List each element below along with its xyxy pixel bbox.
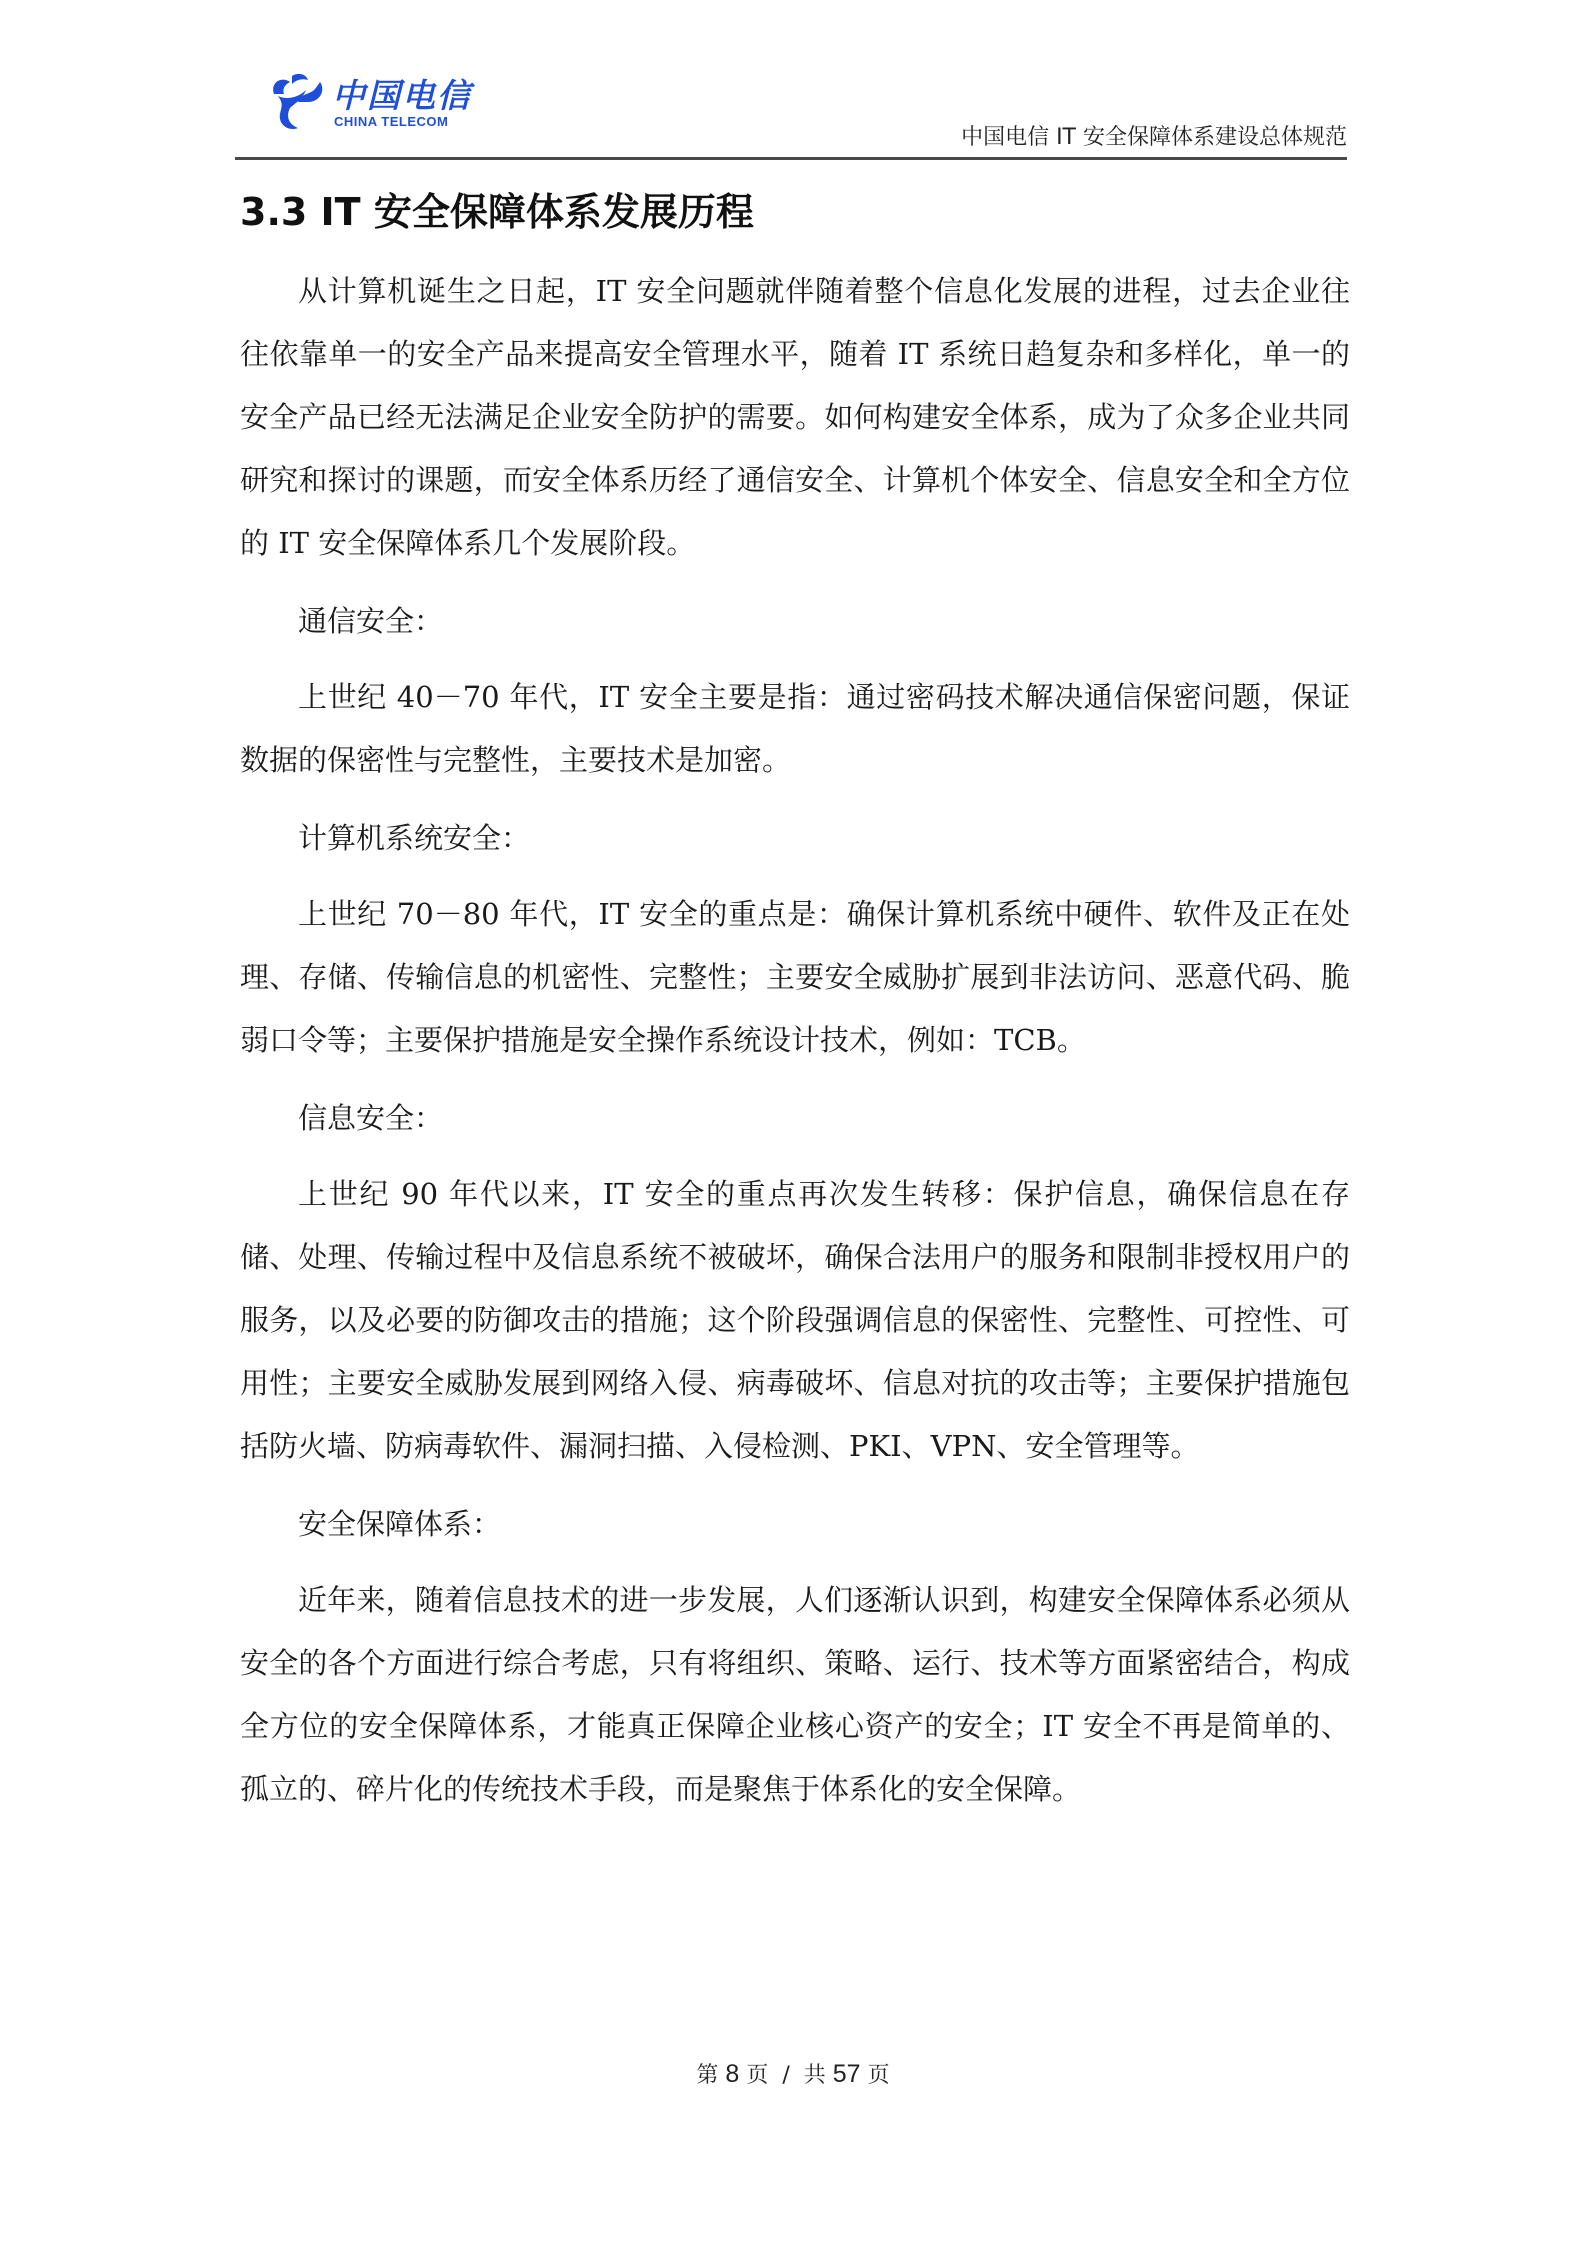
stage-text-security-assurance-system: 近年来，随着信息技术的进一步发展，人们逐渐认识到，构建安全保障体系必须从安全的各个方面进行综合考虑，只有将组织、策略、运行、技术等方面紧密结合，构成全方位的安全保障体系，才能真正保障企业核心资产的安全；IT 安全不再是简单的、孤立的、碎片化的传统技术手段，而是聚焦于体系化的安全保障。 bbox=[240, 1583, 1350, 1806]
total-pages-unit: 页 bbox=[867, 2063, 890, 2088]
page-number-prefix: 第 bbox=[696, 2063, 719, 2088]
stage-text-communication-security: 上世纪 40－70 年代，IT 安全主要是指：通过密码技术解决通信保密问题，保证数据的保密性与完整性，主要技术是加密。 bbox=[240, 680, 1350, 777]
intro-paragraph: 从计算机诞生之日起，IT 安全问题就伴随着整个信息化发展的进程，过去企业往往依靠单一的安全产品来提高安全管理水平，随着 IT 系统日趋复杂和多样化，单一的安全产品已经无法满足企业安全防护的需要。如何构建安全体系，成为了众多企业共同研究和探讨的课题，而安全体系历经了通信安全、计算机个体安全、信息安全和全方位的 IT 安全保障体系几个发展阶段。 bbox=[240, 274, 1350, 560]
stage-label-communication-security: 通信安全： bbox=[298, 604, 444, 638]
stage-label-security-assurance-system: 安全保障体系： bbox=[298, 1507, 502, 1541]
page-header bbox=[235, 60, 1347, 160]
china-telecom-logo-icon bbox=[268, 72, 326, 132]
stage-text-computer-system-security: 上世纪 70－80 年代，IT 安全的重点是：确保计算机系统中硬件、软件及正在处理、存储、传输信息的机密性、完整性；主要安全威胁扩展到非法访问、恶意代码、脆弱口令等；主要保护措施是安全操作系统设计技术，例如：TCB。 bbox=[240, 897, 1350, 1057]
current-page-number: 8 bbox=[725, 2060, 740, 2088]
stage-label-computer-system-security: 计算机系统安全： bbox=[298, 821, 531, 855]
logo-name-cn: 中国电信 bbox=[332, 76, 472, 115]
page-footer bbox=[0, 2058, 1586, 2089]
page-content bbox=[240, 182, 1350, 1821]
page-separator: / bbox=[782, 2063, 790, 2088]
document-title: 中国电信 IT 安全保障体系建设总体规范 bbox=[961, 125, 1347, 150]
stage-text-information-security: 上世纪 90 年代以来，IT 安全的重点再次发生转移：保护信息，确保信息在存储、处理、传输过程中及信息系统不被破坏，确保合法用户的服务和限制非授权用户的服务，以及必要的防御攻击的措施；这个阶段强调信息的保密性、完整性、可控性、可用性；主要安全威胁发展到网络入侵、病毒破坏、信息对抗的攻击等；主要保护措施包括防火墙、防病毒软件、漏洞扫描、入侵检测、PKI、VPN、安全管理等。 bbox=[240, 1177, 1350, 1463]
stage-label-information-security: 信息安全： bbox=[298, 1101, 444, 1135]
total-pages-prefix: 共 bbox=[803, 2063, 826, 2088]
page-unit: 页 bbox=[746, 2063, 769, 2088]
total-pages-number: 57 bbox=[832, 2060, 861, 2088]
section-heading: 3.3 IT 安全保障体系发展历程 bbox=[240, 190, 754, 234]
logo-name-en: CHINA TELECOM bbox=[334, 114, 449, 129]
china-telecom-logo bbox=[268, 68, 488, 138]
header-divider bbox=[235, 157, 1347, 160]
